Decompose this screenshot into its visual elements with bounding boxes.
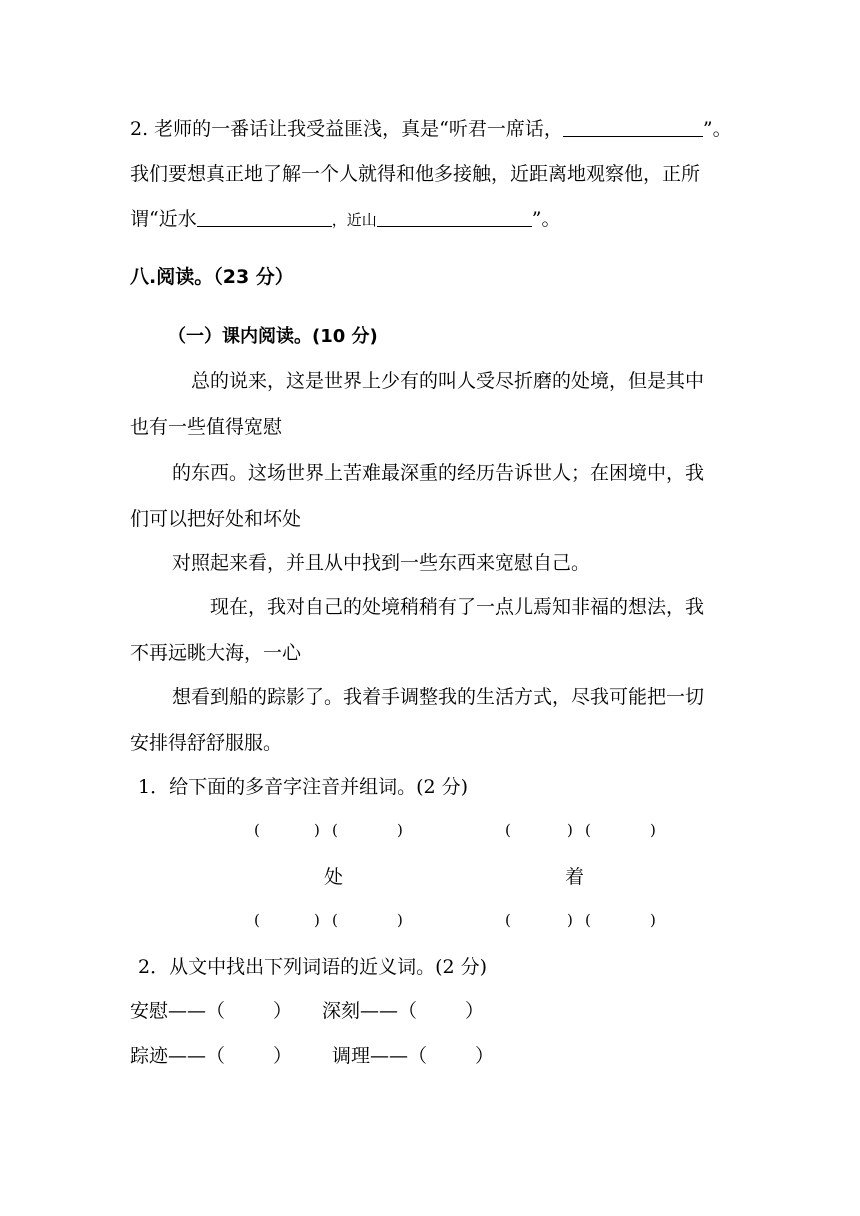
paren-close: ) — [650, 821, 656, 839]
q2-line1 — [130, 120, 732, 139]
passage-line-9: 安排得舒舒服服。 — [130, 732, 283, 754]
passage-line-1: 总的说来，这是世界上少有的叫人受尽折磨的处境，但是其中 — [191, 370, 705, 392]
q2-line1-end: ”。 — [702, 118, 732, 140]
paren-close: ) — [650, 911, 656, 929]
passage-line-4: 们可以把好处和坏处 — [130, 508, 302, 530]
q2-line1-text: 2. 老师的一番话让我受益匪浅，真是“听君一席话， — [130, 118, 563, 140]
section-heading: 八.阅读。（23 分） — [130, 266, 294, 288]
answer-blank-3[interactable] — [377, 226, 532, 227]
paren-close: ) — [314, 821, 320, 839]
paren-open: ( — [254, 911, 260, 929]
sub-heading: （一）课内阅读。(10 分) — [168, 326, 378, 347]
polyphone-chu: 处 — [324, 866, 344, 888]
synonym-word: 深刻——（ — [322, 1000, 418, 1022]
question-2-title: 2．从文中找出下列词语的近义词。(2 分) — [138, 956, 488, 978]
synonym-word: 踪迹——（ — [130, 1045, 226, 1067]
paren-open: ( — [332, 911, 338, 929]
question-1-title: 1．给下面的多音字注音并组词。(2 分) — [138, 776, 469, 798]
passage-line-3: 的东西。这场世界上苦难最深重的经历告诉世人；在困境中，我 — [172, 462, 705, 484]
paren-open: ( — [585, 911, 591, 929]
synonym-close: ） — [475, 1045, 495, 1067]
synonym-close: ） — [273, 1000, 293, 1022]
synonym-word: 调理——（ — [332, 1045, 428, 1067]
synonym-item — [332, 1047, 494, 1066]
paren-open: ( — [505, 821, 511, 839]
paren-close: ) — [567, 911, 573, 929]
answer-blank-2[interactable] — [197, 226, 332, 227]
paren-close: ) — [397, 821, 403, 839]
synonym-item — [130, 1002, 292, 1021]
answer-blank-1[interactable] — [563, 136, 703, 137]
q2-line3-c: ”。 — [531, 208, 561, 230]
paren-open: ( — [332, 821, 338, 839]
paren-close: ) — [314, 911, 320, 929]
synonym-close: ） — [465, 1000, 485, 1022]
synonym-item — [130, 1047, 292, 1066]
paren-open: ( — [254, 821, 260, 839]
q2-line3-b: ，近山 — [331, 211, 377, 229]
synonym-item — [322, 1002, 484, 1021]
synonym-close: ） — [273, 1045, 293, 1067]
paren-open: ( — [505, 911, 511, 929]
passage-line-5: 对照起来看，并且从中找到一些东西来宽慰自己。 — [172, 552, 591, 574]
paren-close: ) — [567, 821, 573, 839]
q2-line3-a: 谓“近水 — [130, 208, 197, 230]
paren-close: ) — [397, 911, 403, 929]
passage-line-2: 也有一些值得宽慰 — [130, 416, 283, 438]
passage-line-7: 不再远眺大海，一心 — [130, 642, 302, 664]
q2-line2: 我们要想真正地了解一个人就得和他多接触，近距离地观察他，正所 — [130, 163, 701, 185]
polyphone-zhe: 着 — [565, 866, 585, 888]
q2-line3 — [130, 210, 560, 229]
passage-line-8: 想看到船的踪影了。我着手调整我的生活方式，尽我可能把一切 — [172, 686, 705, 708]
synonym-word: 安慰——（ — [130, 1000, 226, 1022]
paren-open: ( — [585, 821, 591, 839]
passage-line-6: 现在，我对自己的处境稍稍有了一点儿焉知非福的想法，我 — [210, 596, 705, 618]
